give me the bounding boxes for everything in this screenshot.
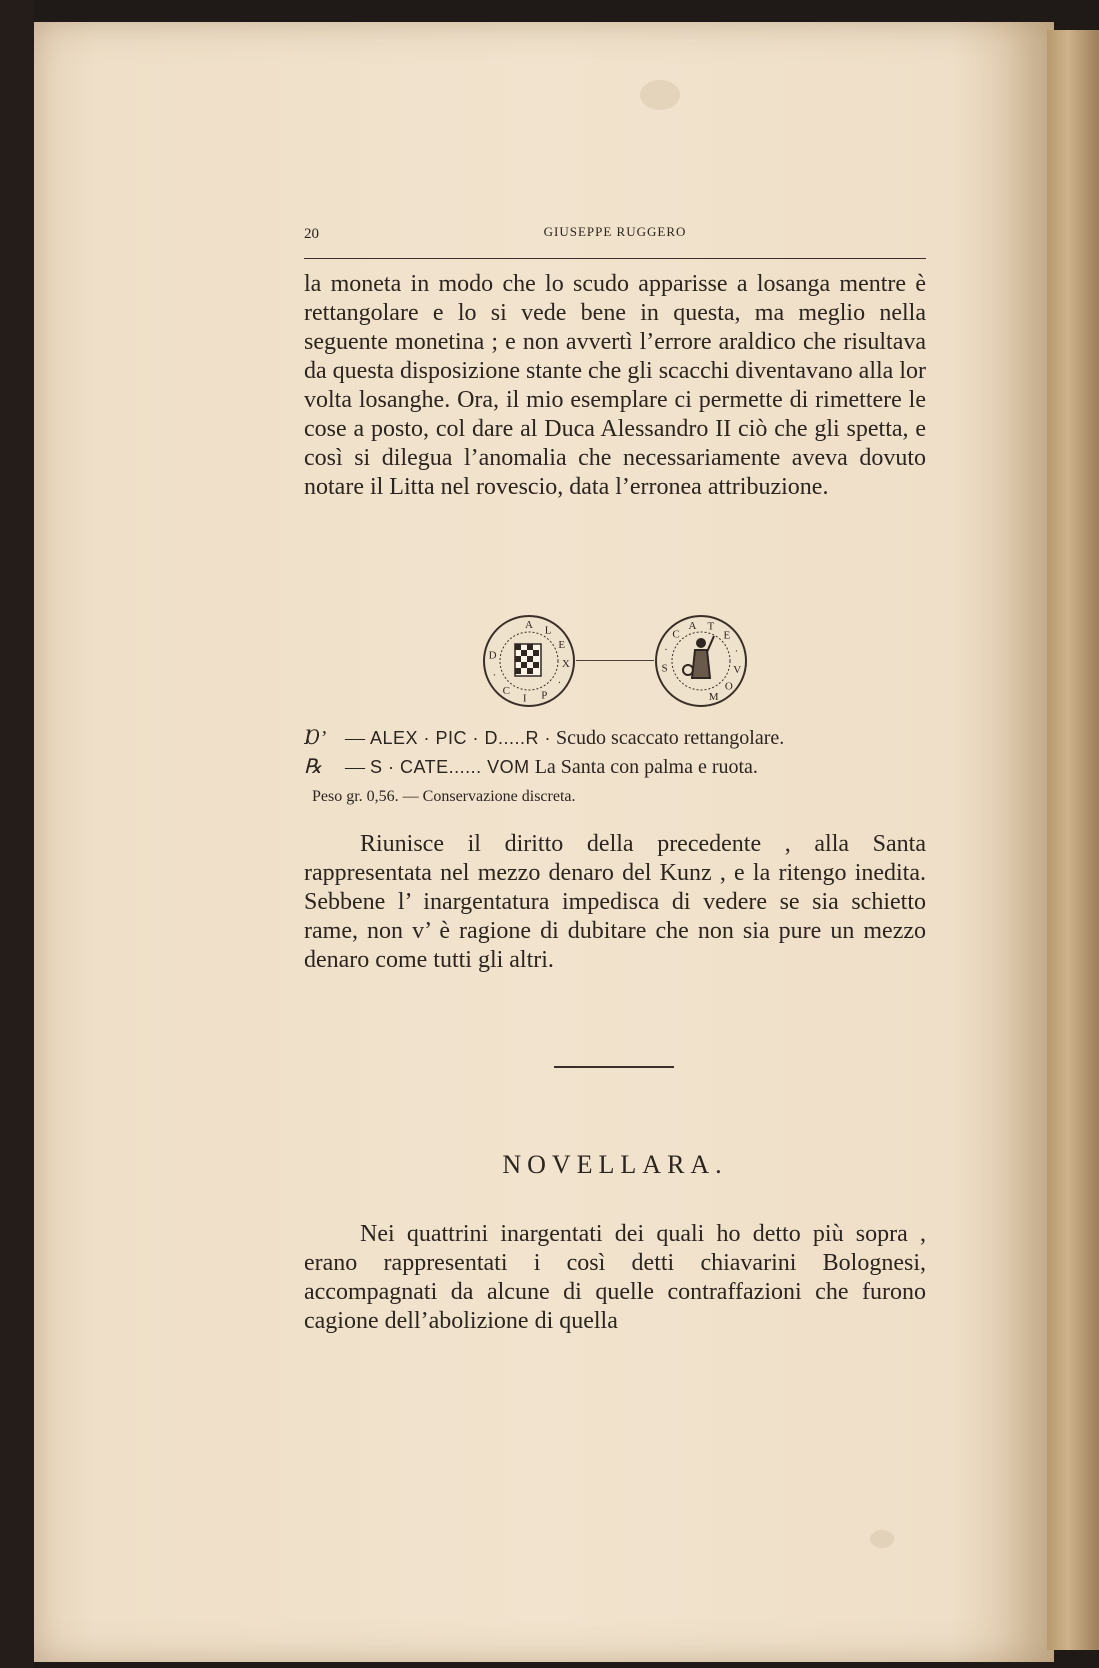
paper-stain	[870, 1530, 894, 1548]
reverse-description: La Santa con palma e ruota.	[534, 756, 758, 778]
coin-legend-letter: ·	[734, 645, 739, 658]
coin-legend-letter: X	[561, 658, 570, 671]
paragraph-1	[304, 270, 926, 502]
paragraph-2-text: Riunisce il diritto della precedente , alla Santa rappresentata nel mezzo denaro del Kunz , e la ritengo inedita. Sebbene l’ inargentatura impedisca di vedere se sia schietto rame, non v’ è ragione di dubitare che non sia pure un mezzo denaro come tutti gli altri.	[304, 831, 926, 973]
obverse-description: Scudo scaccato rettangolare.	[556, 727, 785, 749]
coin-legend-letter: L	[544, 624, 552, 637]
legend-obverse	[304, 724, 926, 753]
coin-legend-letter: E	[723, 629, 731, 642]
obverse-dash: —	[345, 727, 365, 749]
coin-legend-letter: C	[502, 685, 510, 698]
next-page-edge	[1047, 30, 1099, 1650]
coin-legend-letter: A	[525, 619, 533, 631]
reverse-inscription: S · CATE...... VOM	[370, 757, 530, 777]
coin-reverse	[654, 614, 748, 708]
paper-stain	[640, 80, 680, 110]
coin-connector-line	[576, 660, 654, 661]
paragraph-3-text: Nei quattrini inargentati dei quali ho detto più sopra , erano rappresentati i così detti chiavarini Bolognesi, accompagnati da alcune di quelle contraffazioni che furono cagione dell’abolizione di quella	[304, 1221, 926, 1334]
coin-legend-letter: T	[707, 620, 715, 633]
running-title: GIUSEPPE RUGGERO	[543, 224, 687, 239]
coin-legend-letter: C	[672, 628, 680, 641]
section-title: NOVELLARA.	[502, 1150, 728, 1179]
coin-illustration	[482, 614, 752, 710]
coin-legend-letter: M	[708, 690, 719, 703]
coin-obverse	[482, 614, 576, 708]
scan-left-edge	[0, 0, 34, 1668]
reverse-dash: —	[345, 756, 365, 778]
coin-legend	[304, 724, 926, 811]
paragraph-3	[304, 1220, 926, 1336]
legend-reverse	[304, 753, 926, 782]
coin-legend-letter: I	[522, 692, 527, 705]
obverse-mark: Ɒ’	[304, 727, 327, 749]
coin-legend-letter: D	[488, 649, 497, 662]
page-header	[304, 218, 926, 259]
section-divider	[554, 1066, 674, 1068]
coin-legend-letter: ·	[557, 676, 562, 689]
coin-legend-letter: S	[661, 662, 668, 675]
coin-legend-letter: O	[724, 680, 733, 693]
legend-meta: Peso gr. 0,56. — Conservazione discreta.	[312, 788, 576, 805]
obverse-inscription: ALEX · PIC · D.....R ·	[370, 728, 552, 748]
coin-legend-letter: ·	[492, 669, 497, 682]
reverse-mark: ℞	[304, 756, 322, 778]
paragraph-2	[304, 830, 926, 975]
coin-legend-letter: ·	[664, 644, 668, 656]
page-number: 20	[304, 226, 319, 242]
coin-legend-letter: E	[558, 638, 566, 651]
coin-legend-letter: V	[733, 663, 742, 676]
coin-legend-letter: A	[688, 620, 697, 632]
coin-legend-letter: P	[541, 689, 548, 702]
paragraph-1-text: la moneta in modo che lo scudo apparisse a losanga mentre è rettangolare e lo si vede bene in questa, ma meglio nella seguente monetina ; e non avvertì l’errore araldico che risultava da questa disposizione stante che gli scacchi diventavano alla lor volta losanghe. Ora, il mio esemplare ci permette di rimettere le cose a posto, col dare al Duca Alessandro II ciò che gli spetta, e così si dilegua l’anomalia che necessariamente aveva dovuto notare il Litta nel rovescio, data l’erronea attribuzione.	[304, 271, 926, 500]
